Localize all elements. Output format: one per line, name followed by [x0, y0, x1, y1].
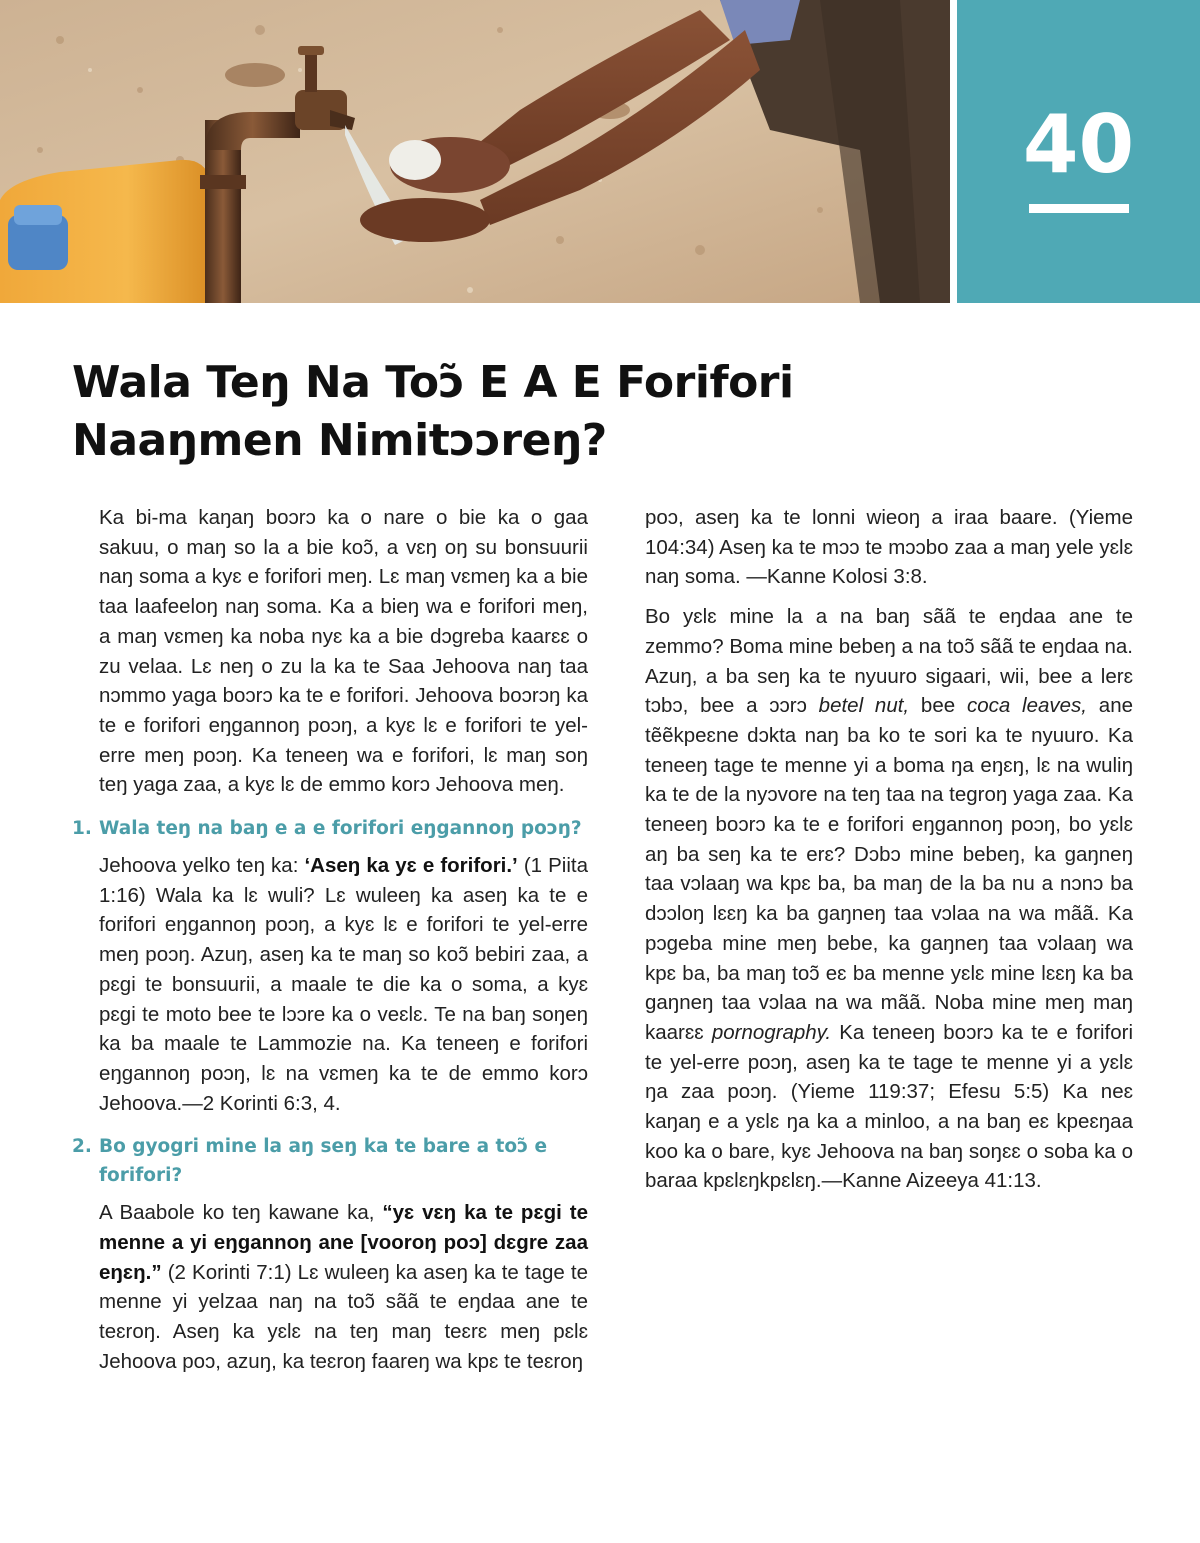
answer-1-lead: Jehoova yelko teŋ ka:	[99, 854, 305, 878]
question-2-heading	[72, 1132, 588, 1190]
page-title: Wala Teŋ Na Toɔ̃ E A E Forifori Naaŋmen Nimitɔɔreŋ?	[72, 357, 794, 466]
paragraph-2-part-b: bee	[909, 694, 967, 718]
question-2-answer	[72, 1198, 588, 1376]
term-coca-leaves: coca leaves,	[966, 694, 1087, 718]
answer-1-quote: ‘Aseŋ ka yɛ e forifori.’	[304, 854, 518, 878]
paragraph-2-part-c: ane tẽẽkpeɛne dɔkta naŋ ba ko te sori ka te nyuuro. Ka teneeŋ tage te menne yi a boma ŋa eŋɛŋ, lɛ na wuliŋ ka te de la nyɔvore na teŋ taa na tegroŋ yaga zaa. Ka teneeŋ boɔrɔ ka te e forifori eŋgannoŋ poɔŋ, bo yɛlɛ aŋ ba seŋ ka te erɛ? Dɔbɔ mine bebeŋ, ka gaŋneŋ taa vɔlaaŋ wa kpɛ ba, ba maŋ de la ba nu a nɔnɔ ba dɔɔloŋ lɛɛŋ ka ba gaŋneŋ taa vɔlaa na wa mãã. Ka pɔgeba mine meŋ bebe, ka gaŋneŋ taa vɔlaaŋ wa kpɛ ba, ba maŋ toɔ̃ eɛ ba menne yɛlɛ mine lɛɛŋ ka ba gaŋneŋ taa vɔlaa na wa mãã. Noba mine meŋ maŋ kaarɛɛ	[645, 694, 1134, 1044]
answer-2-lead: A Baabole ko teŋ kawane ka,	[99, 1201, 383, 1225]
answer-1-body: (1 Piita 1:16) Wala ka lɛ wuli? Lɛ wuleeŋ ka aseŋ ka te e forifori eŋgannoŋ poɔŋ, a kyɛ lɛ e forifori te yel-erre meŋ poɔŋ. Azuŋ, aseŋ ka te maŋ so koɔ̃ bebiri zaa, a pɛgi te bonsuurii, a maale te die ka o soma, a kyɛ pɛgi te moto bee te lɔɔre ka o veɛlɛ. Te na baŋ soŋeŋ ka ba maale te Lammozie na. Ka teneeŋ e forifori eŋgannoŋ poɔŋ, lɛ na vɛmeŋ ka te de emmo korɔ Jehoova.—2 Korinti 6:3, 4.	[99, 854, 588, 1115]
lesson-number-box	[957, 0, 1200, 303]
lesson-number-underline	[1029, 204, 1129, 213]
question-1-answer	[72, 851, 588, 1118]
question-2-text: Bo gyogri mine la aŋ seŋ ka te bare a toɔ̃ e forifori?	[99, 1136, 548, 1187]
question-1-text: Wala teŋ na baŋ e a e forifori eŋgannoŋ poɔŋ?	[99, 818, 582, 840]
question-2-paragraph-2	[645, 602, 1133, 1196]
answer-2-quote: “yɛ vɛŋ ka te pɛgi te menne a yi eŋgannoŋ ane [vooroŋ poɔ] dɛgre zaa eŋɛŋ.”	[99, 1201, 588, 1284]
term-pornography: pornography.	[711, 1020, 832, 1044]
left-column	[72, 503, 588, 1387]
term-betel-nut: betel nut,	[818, 694, 910, 718]
intro-paragraph: Ka bi-ma kaŋaŋ boɔrɔ ka o nare o bie ka o gaa sakuu, o maŋ so la a bie koɔ̃, a vɛŋ oŋ su bonsuurii naŋ soma a kyɛ e forifori meŋ. Lɛ maŋ vɛmeŋ ka a bie taa laafeeloŋ naŋ soma. Ka a bieŋ wa e forifori meŋ, a maŋ vɛmeŋ ka noba nyɛ ka a bie dɔgreba kaarɛɛ o zu velaa. Lɛ neŋ o zu la ka te Saa Jehoova naŋ taa nɔmmo yaga boɔrɔ ka te e forifori. Jehoova boɔrɔŋ ka te e forifori eŋgannoŋ poɔŋ, a kyɛ lɛ e forifori te yel-erre meŋ poɔŋ. Ka teneeŋ wa e forifori, lɛ maŋ soŋ teŋ yaga zaa, a kyɛ lɛ de emmo korɔ Jehoova meŋ.	[99, 506, 588, 797]
paragraph-2-part-a: Bo yɛlɛ mine la a na baŋ sãã te eŋdaa ane te zemmo? Boma mine bebeŋ a na toɔ̃ sãã te eŋdaa na. Azuŋ, a ba seŋ ka te nyuuro sigaari, wii, bee a lerɛ tɔbɔ, bee a ɔɔrɔ	[645, 605, 1133, 718]
question-1-number: 1.	[72, 818, 92, 840]
lesson-number: 40	[1022, 98, 1135, 191]
hand-washing-illustration	[0, 0, 950, 303]
paragraph-2-part-d: Ka teneeŋ boɔrɔ ka te e forifori te yel-erre poɔŋ, aseŋ ka te tage te menne yi a yɛlɛ ŋa zaa poɔŋ. (Yieme 119:37; Efesu 5:5) Ka neɛ kaŋaŋ e a yɛlɛ ŋa ka a minloo, a na baŋ eɛ kpeɛŋaa koo ka o bare, kyɛ Jehoova na baŋ soŋɛɛ o soba ka o baraa kpɛlɛŋkpɛlɛŋ.—Kanne Aizeeya 41:13.	[645, 1020, 1133, 1193]
right-column	[645, 503, 1133, 1206]
answer-2-body: (2 Korinti 7:1) Lɛ wuleeŋ ka aseŋ ka te tage te menne yi yelzaa naŋ na toɔ̃ sãã te eŋdaa ane te teɛroŋ. Aseŋ ka yɛlɛ na teŋ maŋ teɛrɛ meŋ pɛlɛ Jehoova poɔ, azuŋ, ka teɛroŋ faareŋ wa kpɛ te teɛroŋ	[99, 1260, 588, 1373]
question-2-number: 2.	[72, 1136, 92, 1158]
question-1-heading	[72, 814, 588, 843]
question-2-answer-continued: poɔ, aseŋ ka te lonni wieoŋ a iraa baare. (Yieme 104:34) Aseŋ ka te mɔɔ te mɔɔbo zaa a maŋ yele yɛlɛ naŋ soma. —Kanne Kolosi 3:8.	[645, 506, 1133, 589]
hero-photo	[0, 0, 950, 303]
